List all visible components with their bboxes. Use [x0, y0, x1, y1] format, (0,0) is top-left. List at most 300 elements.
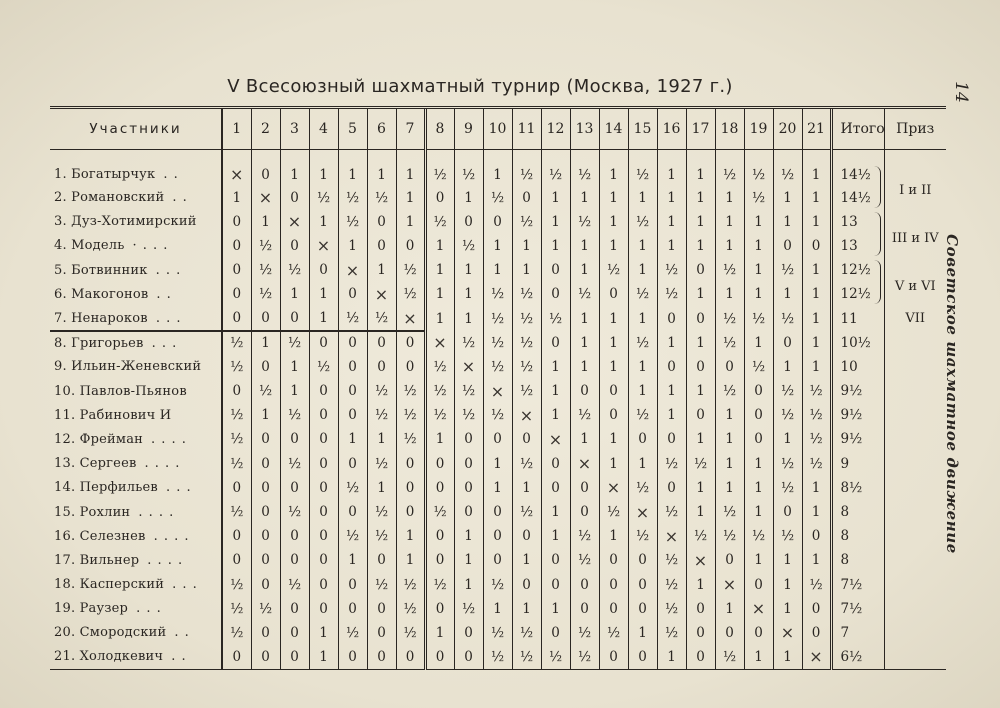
result-cell: 1	[744, 331, 773, 355]
result-cell: ½	[309, 355, 338, 379]
result-cell: ½	[744, 186, 773, 210]
participant-cell	[50, 186, 222, 210]
diagonal-cross-cell: ×	[657, 524, 686, 548]
result-cell: 0	[512, 427, 541, 451]
result-cell: ½	[309, 186, 338, 210]
result-cell: 1	[628, 452, 657, 476]
header-row	[50, 108, 946, 150]
result-cell: 1	[599, 524, 628, 548]
result-cell: 1	[570, 306, 599, 330]
result-cell: ½	[425, 210, 454, 234]
total-cell: 9½	[831, 403, 884, 427]
result-cell: 1	[280, 379, 309, 403]
result-cell: 1	[715, 403, 744, 427]
round-header: 18	[715, 108, 744, 150]
result-cell: 0	[715, 355, 744, 379]
result-cell: ½	[280, 258, 309, 282]
diagonal-cross-cell: ×	[396, 306, 425, 330]
result-cell: ½	[425, 573, 454, 597]
result-cell: 0	[483, 500, 512, 524]
result-cell: ½	[396, 258, 425, 282]
result-cell: ½	[280, 573, 309, 597]
diagonal-cross-cell: ×	[483, 379, 512, 403]
result-cell: ½	[512, 621, 541, 645]
result-cell: 0	[454, 500, 483, 524]
result-cell: 1	[425, 282, 454, 306]
round-header: 16	[657, 108, 686, 150]
result-cell: ½	[802, 452, 831, 476]
leader-dots: . . .	[165, 480, 192, 496]
result-cell: ½	[628, 403, 657, 427]
total-cell: 7	[831, 621, 884, 645]
result-cell: ½	[280, 331, 309, 355]
result-cell: 0	[396, 500, 425, 524]
result-cell: 0	[222, 476, 251, 500]
result-cell: 0	[657, 476, 686, 500]
result-cell: 0	[280, 548, 309, 572]
result-cell: ½	[570, 524, 599, 548]
result-cell: 1	[454, 548, 483, 572]
result-cell: 0	[396, 234, 425, 258]
result-cell: ½	[570, 548, 599, 572]
result-cell: ½	[425, 403, 454, 427]
result-cell: 1	[657, 645, 686, 669]
result-cell: ½	[367, 500, 396, 524]
result-cell: ½	[773, 403, 802, 427]
result-cell: ½	[251, 258, 280, 282]
result-cell: 1	[599, 210, 628, 234]
result-cell: 1	[454, 573, 483, 597]
result-cell: 0	[338, 597, 367, 621]
result-cell: 1	[802, 306, 831, 330]
result-cell: ½	[396, 403, 425, 427]
result-cell: ½	[570, 645, 599, 669]
result-cell: ½	[222, 573, 251, 597]
total-cell: 9½	[831, 427, 884, 451]
table-row	[50, 645, 946, 669]
result-cell: 1	[715, 427, 744, 451]
result-cell: ½	[773, 524, 802, 548]
table-row	[50, 573, 946, 597]
result-cell: 1	[599, 186, 628, 210]
result-cell: 0	[773, 234, 802, 258]
total-cell: 14½	[831, 186, 884, 210]
result-cell: 0	[541, 258, 570, 282]
result-cell: 0	[309, 573, 338, 597]
result-cell: 1	[686, 379, 715, 403]
participant-cell	[50, 306, 222, 330]
table-row	[50, 186, 946, 210]
result-cell: 0	[222, 282, 251, 306]
result-cell: 1	[744, 452, 773, 476]
result-cell: 1	[570, 355, 599, 379]
total-cell: 13	[831, 234, 884, 258]
result-cell: 1	[802, 282, 831, 306]
result-cell: 1	[773, 355, 802, 379]
leader-dots: . . .	[136, 601, 162, 617]
result-cell: ½	[222, 452, 251, 476]
result-cell: ½	[715, 331, 744, 355]
participant-name: 16. Селезнев	[54, 528, 146, 544]
result-cell: ½	[512, 282, 541, 306]
result-cell: 0	[425, 597, 454, 621]
leader-dots: · . . .	[132, 238, 169, 254]
result-cell: 1	[367, 258, 396, 282]
result-cell: 1	[657, 210, 686, 234]
diagonal-cross-cell: ×	[686, 548, 715, 572]
table-row	[50, 150, 946, 186]
round-header: 9	[454, 108, 483, 150]
result-cell: ½	[222, 331, 251, 355]
result-cell: 1	[802, 476, 831, 500]
result-cell: 1	[657, 403, 686, 427]
result-cell: ½	[512, 500, 541, 524]
diagonal-cross-cell: ×	[744, 597, 773, 621]
result-cell: 0	[338, 500, 367, 524]
prize-cell	[884, 452, 946, 476]
diagonal-cross-cell: ×	[802, 645, 831, 669]
participant-name: 19. Раузер	[54, 601, 129, 617]
result-cell: ½	[222, 621, 251, 645]
diagonal-cross-cell: ×	[309, 234, 338, 258]
table-row	[50, 427, 946, 451]
result-cell: 1	[802, 355, 831, 379]
leader-dots: . . . .	[144, 456, 181, 472]
result-cell: 1	[773, 597, 802, 621]
participant-cell	[50, 597, 222, 621]
table-row	[50, 476, 946, 500]
result-cell: 1	[744, 258, 773, 282]
prize-header: Приз	[884, 108, 946, 150]
result-cell: 0	[425, 476, 454, 500]
participant-name: 21. Холодкевич	[54, 649, 164, 665]
result-cell: 1	[512, 548, 541, 572]
result-cell: ½	[802, 403, 831, 427]
result-cell: 0	[773, 500, 802, 524]
participant-name: 6. Макогонов	[54, 286, 149, 302]
result-cell: 0	[367, 621, 396, 645]
round-header: 3	[280, 108, 309, 150]
result-cell: ½	[715, 258, 744, 282]
result-cell: 0	[425, 524, 454, 548]
result-cell: 0	[425, 186, 454, 210]
result-cell: 0	[802, 234, 831, 258]
result-cell: 0	[367, 331, 396, 355]
result-cell: 1	[686, 476, 715, 500]
result-cell: 0	[686, 645, 715, 669]
result-cell: ½	[512, 645, 541, 669]
result-cell: 1	[251, 331, 280, 355]
result-cell: 1	[744, 282, 773, 306]
result-cell: 0	[454, 427, 483, 451]
table-row	[50, 210, 946, 234]
result-cell: 0	[367, 210, 396, 234]
result-cell: 1	[483, 150, 512, 186]
result-cell: 1	[657, 150, 686, 186]
result-cell: ½	[570, 282, 599, 306]
prize-cell: III и IV	[884, 222, 946, 246]
total-cell: 11	[831, 306, 884, 330]
result-cell: 0	[541, 452, 570, 476]
result-cell: ½	[570, 210, 599, 234]
page-title: V Всесоюзный шахматный турнир (Москва, 1927 г.)	[227, 76, 733, 97]
result-cell: ½	[541, 645, 570, 669]
result-cell: 1	[396, 548, 425, 572]
result-cell: 0	[367, 234, 396, 258]
result-cell: 0	[309, 548, 338, 572]
result-cell: 0	[222, 234, 251, 258]
result-cell: 1	[773, 427, 802, 451]
total-cell: 8	[831, 500, 884, 524]
result-cell: ½	[454, 379, 483, 403]
result-cell: ½	[657, 548, 686, 572]
round-header: 1	[222, 108, 251, 150]
result-cell: ½	[802, 379, 831, 403]
result-cell: 0	[251, 452, 280, 476]
prize-cell	[884, 355, 946, 379]
result-cell: 1	[715, 597, 744, 621]
result-cell: 0	[251, 500, 280, 524]
result-cell: 0	[541, 331, 570, 355]
result-cell: 1	[512, 234, 541, 258]
result-cell: 1	[251, 210, 280, 234]
result-cell: 1	[599, 331, 628, 355]
result-cell: 1	[599, 234, 628, 258]
result-cell: 1	[744, 500, 773, 524]
result-cell: 0	[396, 452, 425, 476]
result-cell: 0	[454, 210, 483, 234]
result-cell: ½	[222, 500, 251, 524]
result-cell: 1	[686, 427, 715, 451]
total-cell: 7½	[831, 573, 884, 597]
result-cell: 0	[367, 645, 396, 669]
result-cell: 1	[599, 427, 628, 451]
result-cell: 0	[425, 452, 454, 476]
round-header: 4	[309, 108, 338, 150]
leader-dots: . . .	[155, 262, 182, 278]
result-cell: 1	[222, 186, 251, 210]
total-cell: 9	[831, 452, 884, 476]
participant-name: 7. Ненароков	[54, 310, 148, 326]
result-cell: 0	[309, 476, 338, 500]
result-cell: 1	[628, 306, 657, 330]
result-cell: ½	[425, 500, 454, 524]
prize-cell	[884, 476, 946, 500]
result-cell: 1	[541, 234, 570, 258]
result-cell: ½	[367, 573, 396, 597]
result-cell: 1	[802, 150, 831, 186]
result-cell: 1	[599, 306, 628, 330]
result-cell: 1	[802, 258, 831, 282]
result-cell: 0	[715, 621, 744, 645]
tie-brace	[874, 212, 881, 256]
participant-cell	[50, 476, 222, 500]
result-cell: 1	[657, 186, 686, 210]
result-cell: 1	[773, 573, 802, 597]
result-cell: 0	[338, 403, 367, 427]
result-cell: ½	[338, 210, 367, 234]
result-cell: ½	[338, 186, 367, 210]
result-cell: 1	[367, 150, 396, 186]
result-cell: 0	[222, 524, 251, 548]
result-cell: ½	[773, 452, 802, 476]
result-cell: ½	[396, 379, 425, 403]
table-row	[50, 258, 946, 282]
result-cell: 1	[686, 210, 715, 234]
result-cell: 0	[251, 427, 280, 451]
result-cell: ½	[425, 355, 454, 379]
result-cell: 0	[425, 548, 454, 572]
result-cell: 0	[338, 331, 367, 355]
result-cell: 1	[773, 645, 802, 669]
diagonal-cross-cell: ×	[280, 210, 309, 234]
result-cell: ½	[686, 524, 715, 548]
leader-dots: . .	[156, 286, 172, 302]
result-cell: 1	[454, 186, 483, 210]
participants-header: Участники	[50, 108, 222, 150]
result-cell: 0	[280, 186, 309, 210]
result-cell: 1	[628, 234, 657, 258]
result-cell: 1	[425, 621, 454, 645]
result-cell: 0	[657, 427, 686, 451]
result-cell: 1	[628, 186, 657, 210]
result-cell: 0	[599, 645, 628, 669]
result-cell: 0	[280, 621, 309, 645]
result-cell: 1	[628, 258, 657, 282]
result-cell: 1	[512, 258, 541, 282]
result-cell: ½	[338, 621, 367, 645]
diagonal-cross-cell: ×	[628, 500, 657, 524]
result-cell: 1	[657, 379, 686, 403]
result-cell: ½	[483, 331, 512, 355]
result-cell: 0	[512, 186, 541, 210]
result-cell: 0	[744, 621, 773, 645]
result-cell: 1	[686, 331, 715, 355]
result-cell: ½	[512, 379, 541, 403]
prize-cell	[884, 597, 946, 621]
result-cell: ½	[657, 621, 686, 645]
participant-name: 5. Ботвинник	[54, 262, 148, 278]
result-cell: ½	[251, 234, 280, 258]
result-cell: 0	[454, 452, 483, 476]
result-cell: 1	[541, 524, 570, 548]
prize-cell	[884, 573, 946, 597]
result-cell: 1	[628, 621, 657, 645]
result-cell: 0	[280, 306, 309, 330]
round-header: 14	[599, 108, 628, 150]
result-cell: ½	[570, 150, 599, 186]
participant-name: 14. Перфильев	[54, 480, 158, 496]
result-cell: 1	[338, 150, 367, 186]
result-cell: 1	[425, 234, 454, 258]
round-header: 12	[541, 108, 570, 150]
result-cell: ½	[454, 150, 483, 186]
result-cell: 0	[599, 379, 628, 403]
result-cell: ½	[744, 150, 773, 186]
result-cell: 0	[309, 452, 338, 476]
result-cell: ½	[628, 150, 657, 186]
total-cell: 7½	[831, 597, 884, 621]
result-cell: 1	[541, 500, 570, 524]
result-cell: 1	[367, 427, 396, 451]
round-header: 10	[483, 108, 512, 150]
result-cell: ½	[396, 282, 425, 306]
result-cell: ½	[367, 379, 396, 403]
diagonal-cross-cell: ×	[599, 476, 628, 500]
result-cell: 0	[309, 500, 338, 524]
result-cell: ½	[483, 355, 512, 379]
prize-cell	[884, 427, 946, 451]
result-cell: 1	[715, 186, 744, 210]
table-row	[50, 379, 946, 403]
result-cell: 1	[686, 500, 715, 524]
participant-name: 17. Вильнер	[54, 552, 140, 568]
result-cell: ½	[512, 210, 541, 234]
result-cell: 0	[454, 645, 483, 669]
result-cell: 0	[628, 427, 657, 451]
result-cell: 0	[338, 452, 367, 476]
result-cell: 1	[802, 548, 831, 572]
result-cell: 0	[541, 548, 570, 572]
result-cell: 1	[773, 210, 802, 234]
participant-name: 9. Ильин-Женевский	[54, 359, 202, 375]
participant-cell	[50, 403, 222, 427]
result-cell: 0	[280, 476, 309, 500]
result-cell: 0	[541, 282, 570, 306]
result-cell: 1	[483, 234, 512, 258]
total-cell: 8	[831, 548, 884, 572]
result-cell: 0	[686, 258, 715, 282]
result-cell: ½	[425, 379, 454, 403]
participant-cell	[50, 331, 222, 355]
result-cell: ½	[657, 452, 686, 476]
result-cell: 0	[483, 524, 512, 548]
result-cell: ½	[715, 379, 744, 403]
result-cell: 0	[628, 597, 657, 621]
leader-dots: . .	[171, 649, 187, 665]
result-cell: 0	[599, 548, 628, 572]
result-cell: 0	[628, 573, 657, 597]
diagonal-cross-cell: ×	[338, 258, 367, 282]
result-cell: 0	[338, 379, 367, 403]
participant-name: 11. Рабинович И	[54, 407, 172, 423]
diagonal-cross-cell: ×	[425, 331, 454, 355]
result-cell: 1	[570, 331, 599, 355]
result-cell: 1	[686, 234, 715, 258]
result-cell: 0	[454, 621, 483, 645]
result-cell: ½	[280, 452, 309, 476]
result-cell: 1	[483, 597, 512, 621]
result-cell: 1	[773, 186, 802, 210]
prize-cell	[884, 645, 946, 669]
result-cell: 1	[541, 355, 570, 379]
result-cell: 1	[570, 427, 599, 451]
result-cell: 0	[570, 476, 599, 500]
result-cell: 0	[309, 379, 338, 403]
result-cell: ½	[396, 573, 425, 597]
result-cell: 0	[367, 548, 396, 572]
result-cell: 0	[773, 331, 802, 355]
result-cell: 0	[425, 645, 454, 669]
prize-cell	[884, 379, 946, 403]
result-cell: 0	[222, 258, 251, 282]
result-cell: ½	[657, 258, 686, 282]
round-header: 19	[744, 108, 773, 150]
result-cell: 1	[541, 379, 570, 403]
result-cell: ½	[715, 524, 744, 548]
leader-dots: . . .	[155, 310, 182, 326]
result-cell: 1	[251, 403, 280, 427]
